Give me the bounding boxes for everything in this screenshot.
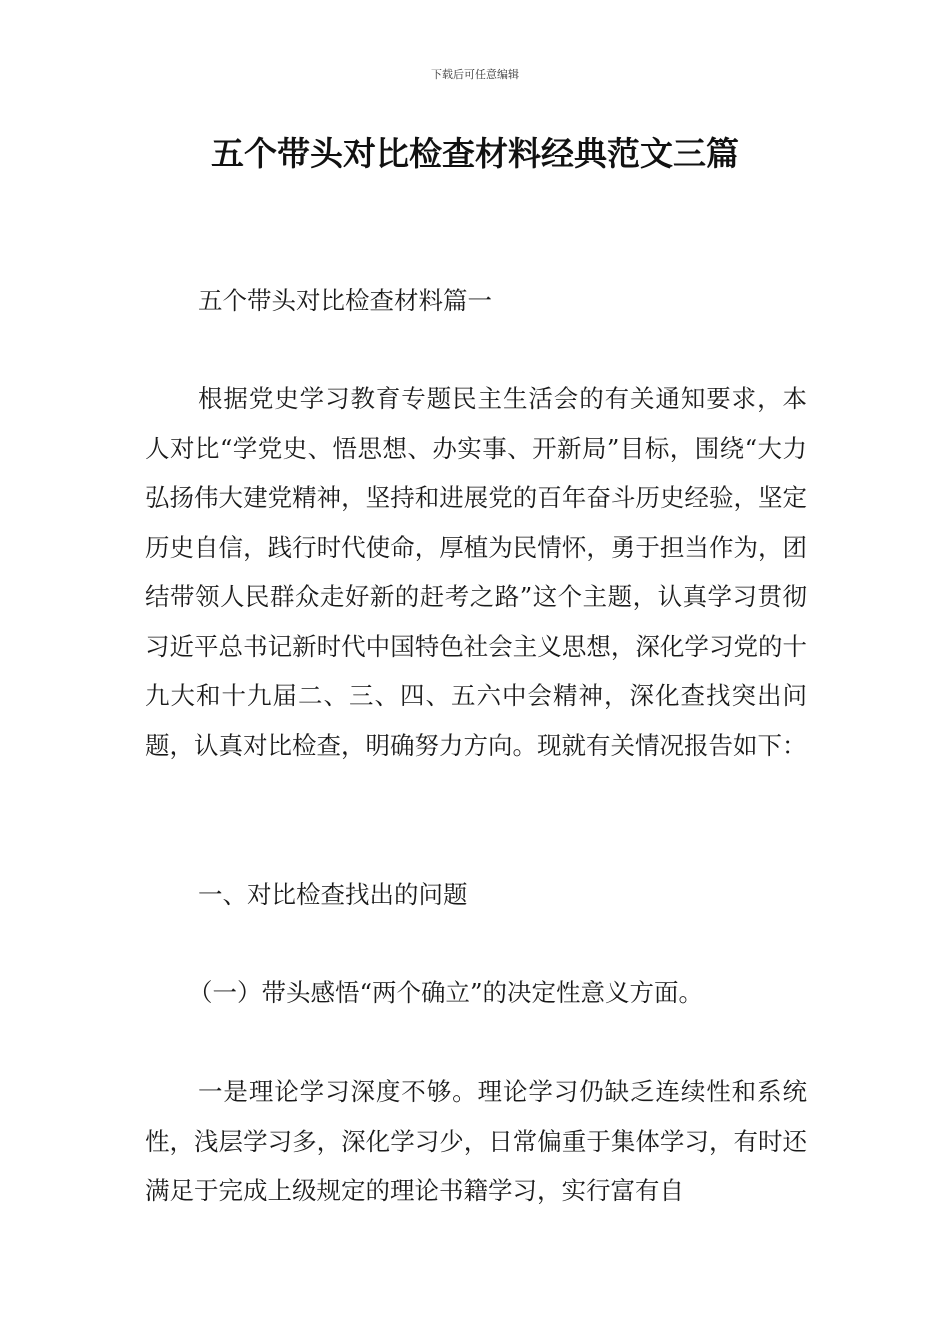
header-note: 下载后可任意编辑: [431, 68, 519, 81]
point-one-paragraph: 一是理论学习深度不够。理论学习仍缺乏连续性和系统性，浅层学习多，深化学习少，日常偏重于集体学习，有时还满足于完成上级规定的理论书籍学习，实行富有自: [145, 1077, 807, 1205]
part-one-heading: 一、对比检查找出的问题: [198, 880, 468, 909]
sub-one-heading: （一）带头感悟“两个确立”的决定性意义方面。: [188, 978, 704, 1007]
section-heading: 五个带头对比检查材料篇一: [198, 286, 492, 315]
document-title: 五个带头对比检查材料经典范文三篇: [211, 134, 739, 173]
intro-paragraph: 根据党史学习教育专题民主生活会的有关通知要求，本人对比“学党史、悟思想、办实事、开新局”目标，围绕“大力弘扬伟大建党精神，坚持和进展党的百年奋斗历史经验，坚定历史自信，践行时代使命，厚植为民情怀，勇于担当作为，团结带领人民群众走好新的赶考之路”这个主题，认真学习贯彻习近平总书记新时代中国特色社会主义思想，深化学习党的十九大和十九届二、三、四、五六中会精神，深化查找突出问题，认真对比检查，明确努力方向。现就有关情况报告如下：: [145, 384, 807, 760]
